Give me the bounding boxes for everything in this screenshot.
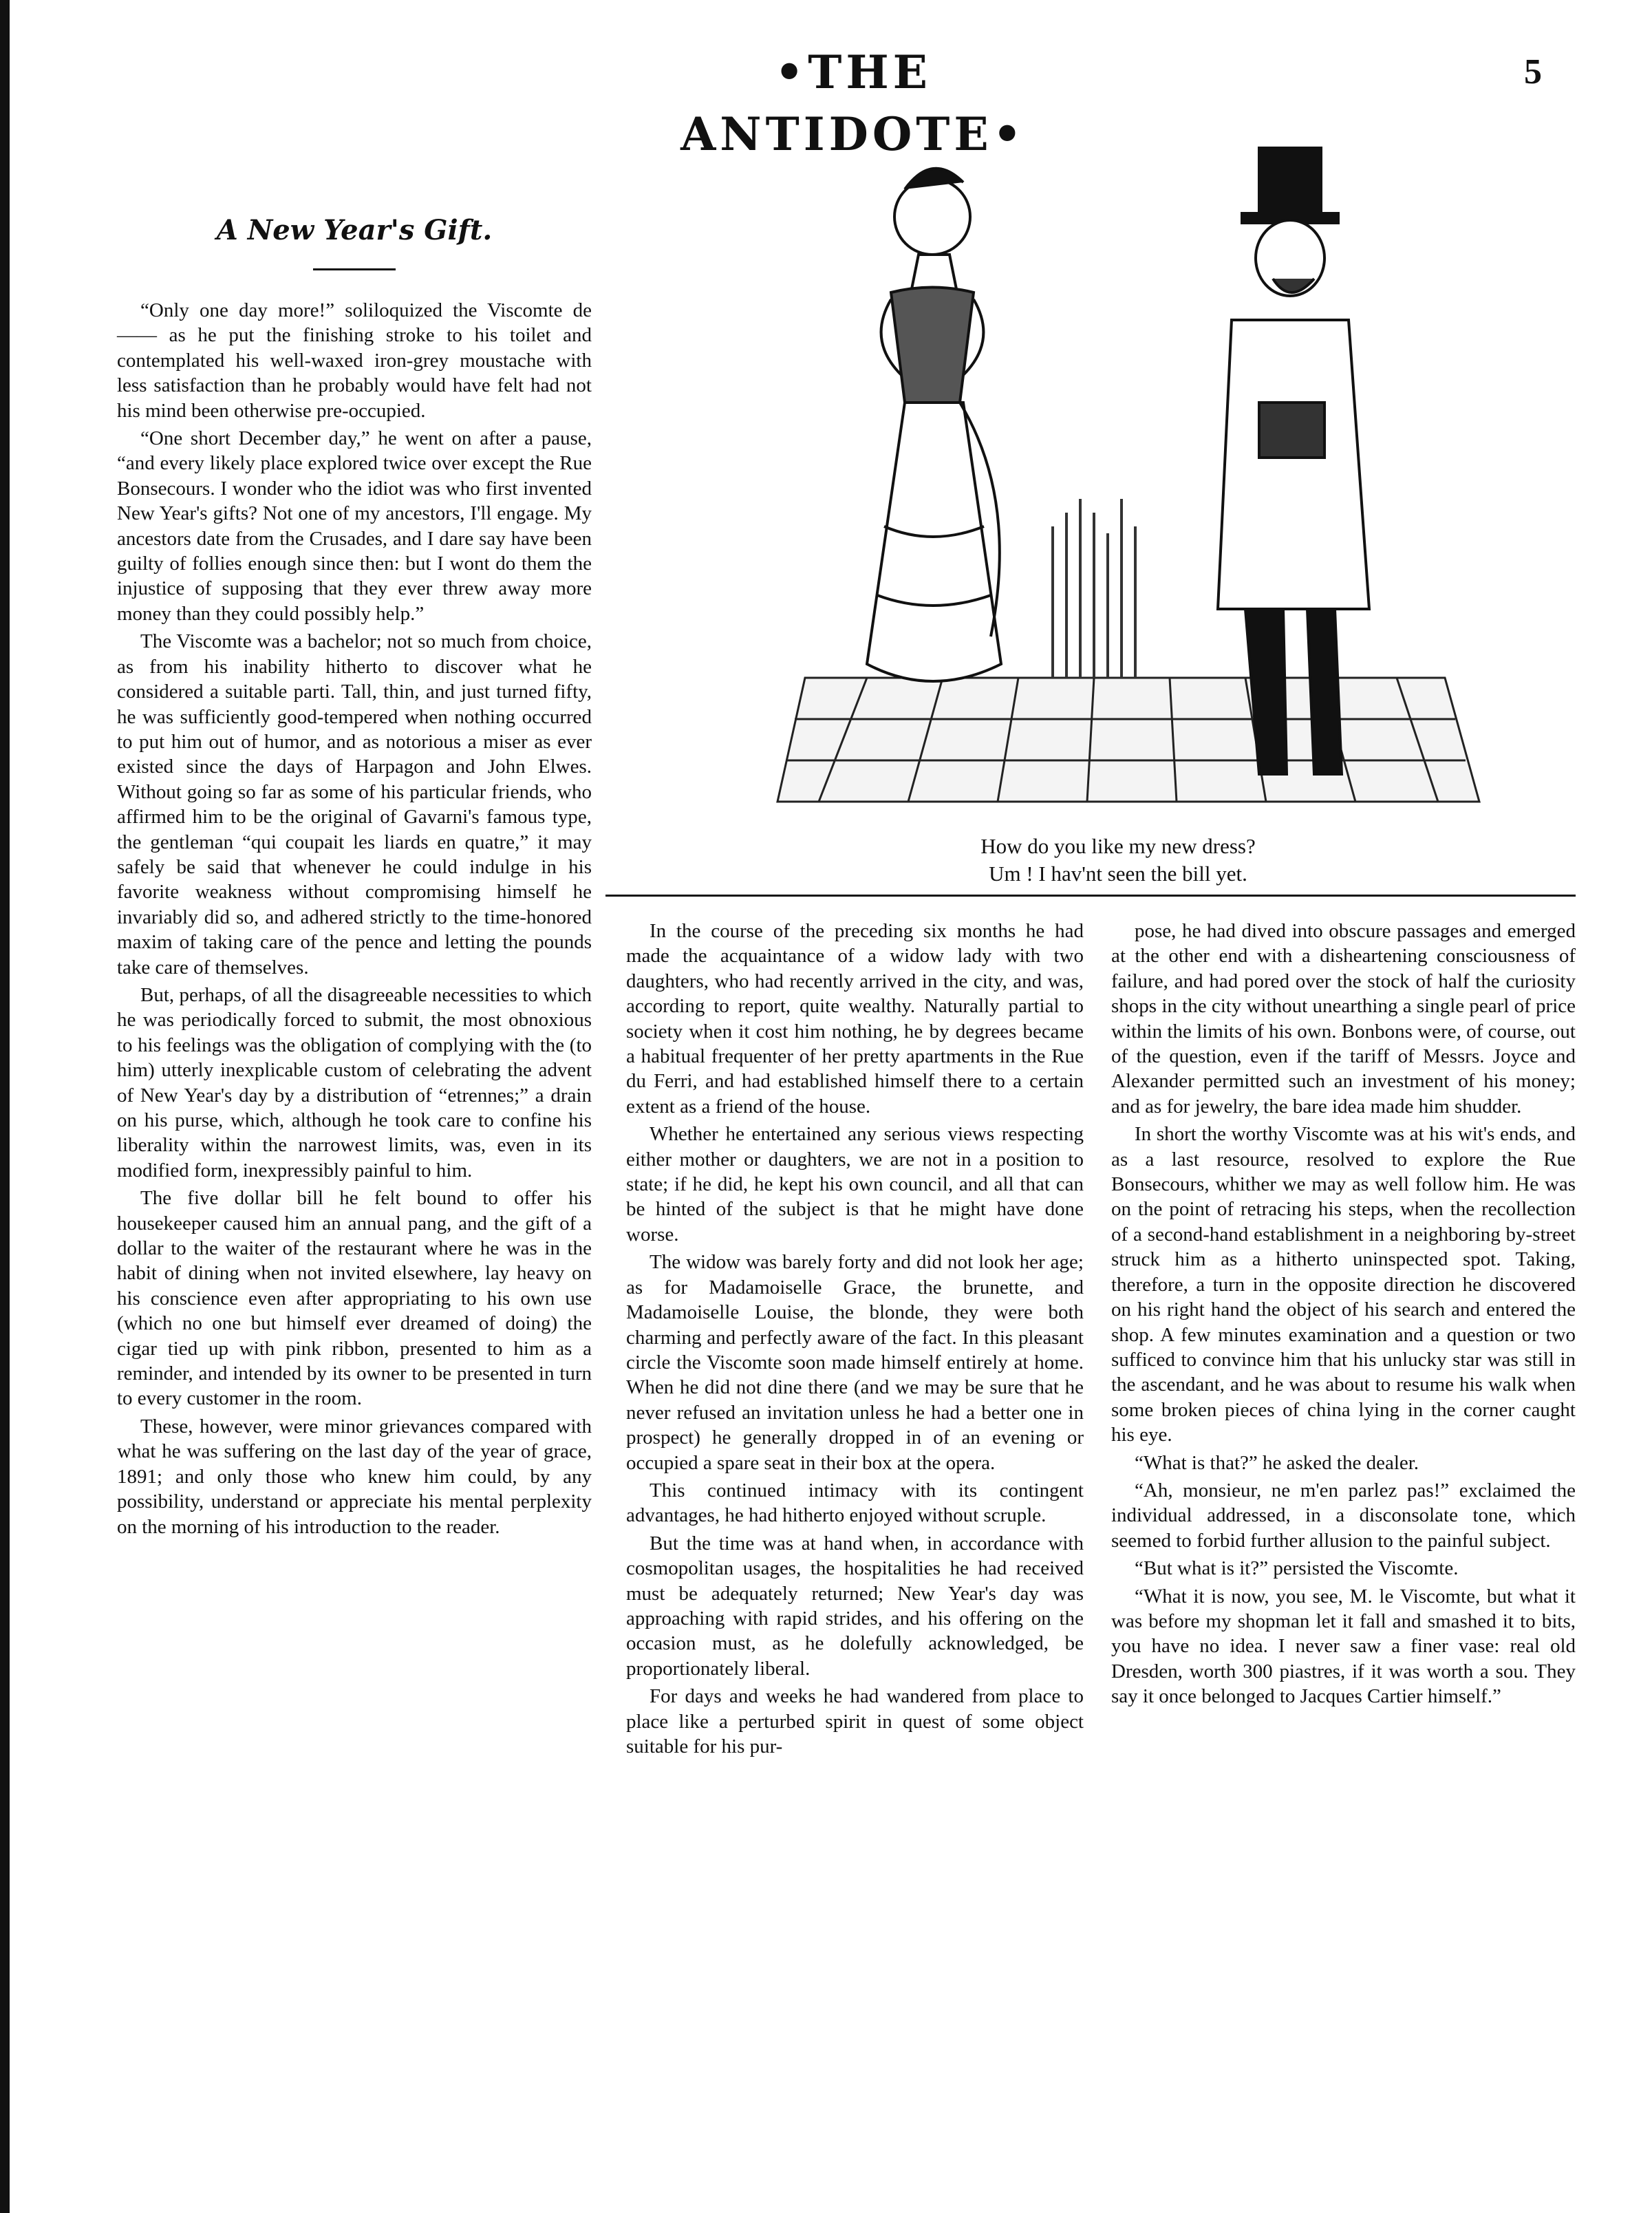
paragraph: The five dollar bill he felt bound to offer his housekeeper caused him an annual pang, and the gift of a dollar to the waiter of the restaurant where he was in the habit of dining when not invited elsewhere, lay heavy on his conscience even after appropriating to his own use (which no one but himself ever dreamed of doing) the cigar tied up with pink ribbon, presented to him as a reminder, and intended by its owner to be presented in turn to every customer in the room. xyxy=(117,1187,592,1410)
column-1 xyxy=(117,206,592,1539)
paragraph: This continued intimacy with its contingent advantages, he had hitherto enjoyed without scruple. xyxy=(626,1479,1084,1527)
paragraph: In short the worthy Viscomte was at his wit's ends, and as a last resource, resolved to explore the Rue Bonsecours, whither we may as well follow him. He was on the point of retracing his steps, when the recollection of a second-hand establishment in a neighboring by-street struck him as a hitherto uninspected spot. Taking, therefore, a turn in the opposite direction he discovered on his right hand the object of his search and entered the shop. A few minutes examination and a question or two sufficed to convince him that his unlucky star was still in the ascendant, and he was about to resume his walk when some broken pieces of china lying in the corner caught his eye. xyxy=(1111,1123,1576,1446)
column-3 xyxy=(1111,919,1576,1709)
woman-figure xyxy=(867,169,1001,681)
paragraph: “What it is now, you see, M. le Viscomte, but what it was before my shopman let it fall and smashed it to bits, you have no idea. I never saw a finer vase: real old Dresden, worth 300 piastres, if it was worth a sou. They say it once belonged to Jacques Cartier himself.” xyxy=(1111,1585,1576,1708)
caption-line: How do you like my new dress? xyxy=(980,834,1256,858)
paragraph: These, however, were minor grievances compared with what he was suffering on the last day of the year of grace, 1891; and only those who knew him could, by any possibility, understand or appreciate his mental perplexity on the morning of his introduction to the reader. xyxy=(117,1415,592,1538)
paragraph: “What is that?” he asked the dealer. xyxy=(1135,1451,1419,1474)
paragraph: For days and weeks he had wandered from place to place like a perturbed spirit in quest of some object suitable for his pur- xyxy=(626,1685,1084,1757)
illustration-caption xyxy=(826,833,1410,888)
paragraph: “Only one day more!” soliloquized the Viscomte de—— as he put the finishing stroke to his toilet and contemplated his well-waxed iron-grey moustache with less satisfaction than he probably would have felt had not his mind been otherwise pre-occupied. xyxy=(117,299,592,422)
page-edge-rule xyxy=(0,0,10,2213)
paragraph: The Viscomte was a bachelor; not so much from choice, as from his inability hitherto to discover what he considered a suitable parti. Tall, thin, and just turned fifty, he was sufficiently good-tempered when nothing occurred to put him out of humor, and as notorious a miser as ever existed since the days of Harpagon and John Elwes. Without going so far as some of his particular friends, who affirmed him to be the original of Gavarni's famous type, the gentleman “qui coupait les liards en quatre,” it may safely be said that whenever he could indulge in his favorite weakness without compromising himself he invariably did so, and adhered strictly to the time-honored maxim of taking care of the pence and letting the pounds take care of themselves. xyxy=(117,630,592,979)
illustration xyxy=(764,114,1486,833)
paragraph: But the time was at hand when, in accordance with cosmopolitan usages, the hospitalities he had received must be adequately returned; New Year's day was approaching with rapid strides, and his offering on the occasion must, as he dolefully acknowledged, be proportionately liberal. xyxy=(626,1532,1084,1680)
title-rule xyxy=(313,268,396,270)
paragraph: Whether he entertained any serious views respecting either mother or daughters, we are not in a position to state; if he did, he kept his own council, and all that can be hinted of the subject is that he might have done worse. xyxy=(626,1123,1084,1246)
paragraph: But, perhaps, of all the disagreeable necessities to which he was periodically forced to submit, the most obnoxious to his feelings was the obligation of complying with the (to him) utterly inexplicable custom of celebrating the advent of New Year's day by a distribution of “etrennes;” a drain on his purse, which, although he took care to confine his liberality within the narrowest limits, was, even in its modified form, inexpressibly painful to him. xyxy=(117,983,592,1182)
paragraph: “But what is it?” persisted the Viscomte. xyxy=(1135,1557,1459,1580)
column-2 xyxy=(626,919,1084,1759)
paragraph: The widow was barely forty and did not look her age; as for Madamoiselle Grace, the brunette, and Madamoiselle Louise, the blonde, they were both charming and perfectly aware of the fact. In this pleasant circle the Viscomte soon made himself entirely at home. When he did not dine there (and we may be sure that he never refused an invitation unless he had a better one in prospect) he generally dropped in of an evening or occupied a spare seat in their box at the opera. xyxy=(626,1251,1084,1474)
masthead: •THE ANTIDOTE• xyxy=(680,45,1026,161)
background-hatching xyxy=(1053,499,1135,678)
floor-tiles xyxy=(777,678,1479,802)
paragraph: pose, he had dived into obscure passages and emerged at the other end with a disheartening consciousness of failure, and had pored over the stock of half the curiosity shops in the city without unearthing a single pearl of price within the limits of his own. Bonbons were, of course, out of the question, even if the tariff of Messrs. Joyce and Alexander permitted such an investment of his money; and as for jewelry, the bare idea made him shudder. xyxy=(1111,920,1576,1118)
paragraph: “Ah, monsieur, ne m'en parlez pas!” exclaimed the individual addressed, in a disconsolate tone, which seemed to forbid further allusion to the painful subject. xyxy=(1111,1479,1576,1552)
paragraph: “One short December day,” he went on after a pause, “and every likely place explored twice over except the Rue Bonsecours. I wonder who the idiot was who first invented New Year's gifts? Not one of my ancestors, I'll engage. My ancestors date from the Crusades, and I dare say have been guilty of follies enough since then: but I wont do them the injustice of supposing that they ever threw away more money than they could possibly help.” xyxy=(117,427,592,625)
caption-line: Um ! I hav'nt seen the bill yet. xyxy=(989,862,1247,886)
page-number: 5 xyxy=(1524,52,1542,92)
section-divider xyxy=(605,895,1576,897)
article-title: A New Year's Gift. xyxy=(216,214,493,246)
paragraph: In the course of the preceding six months he had made the acquaintance of a widow lady with two daughters, who had recently arrived in the city, and was, according to report, quite wealthy. Naturally partial to society when it cost him nothing, he by degrees became a habitual frequenter of her pretty apartments in the Rue du Ferri, and had established himself there to a certain extent as a friend of the house. xyxy=(626,920,1084,1118)
